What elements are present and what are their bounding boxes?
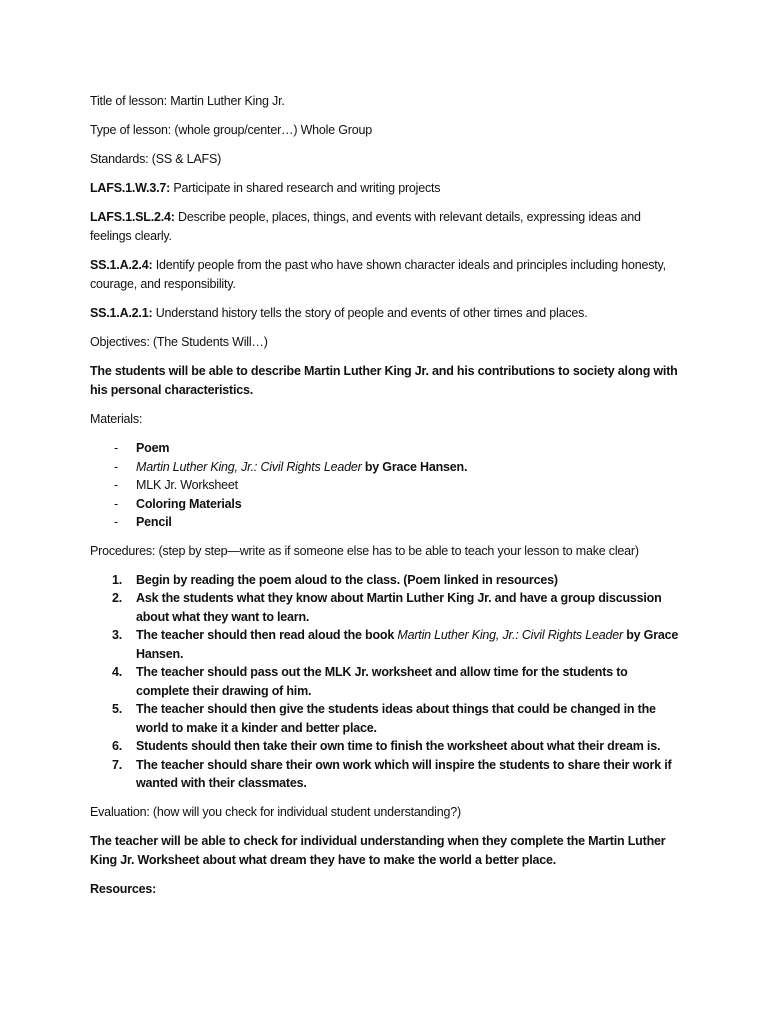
procedure-step — [90, 737, 680, 756]
materials-item-text: Poem — [136, 441, 170, 455]
materials-item-italic: Martin Luther King, Jr.: Civil Rights Leader — [136, 459, 362, 474]
step-number: 1. — [112, 572, 123, 587]
step-text: Ask the students what they know about Martin Luther King Jr. and have a group discussion about what they want to learn. — [136, 591, 662, 624]
materials-item: - Pencil — [114, 515, 172, 529]
standard-code: SS.1.A.2.1: — [90, 306, 153, 320]
procedure-step — [90, 589, 680, 626]
lesson-title-label: Title of lesson: — [90, 94, 167, 108]
standard-code: LAFS.1.SL.2.4: — [90, 210, 175, 224]
procedure-step — [90, 756, 680, 793]
procedures-list — [90, 571, 680, 793]
materials-item-text: MLK Jr. Worksheet — [136, 478, 238, 492]
lesson-type-line — [90, 121, 680, 140]
standard-item — [90, 256, 680, 294]
materials-heading: Materials: — [90, 412, 143, 426]
step-text-after: by Grace Hansen. — [136, 628, 679, 661]
materials-item-text: Coloring Materials — [136, 496, 242, 511]
procedure-step — [90, 663, 680, 700]
resources-heading: Resources: — [90, 881, 157, 896]
lesson-type-label: Type of lesson: — [90, 123, 172, 137]
objectives-heading: Objectives: (The Students Will…) — [90, 335, 268, 349]
step-number: 3. — [112, 628, 123, 642]
evaluation-heading: Evaluation: (how will you check for individual student understanding?) — [90, 804, 461, 819]
step-number: 2. — [112, 591, 123, 605]
step-number: 6. — [112, 739, 123, 753]
step-text: Students should then take their own time to finish the worksheet about what their dream is. — [136, 739, 661, 753]
standard-text: Understand history tells the story of people and events of other times and places. — [152, 306, 588, 320]
step-italic: Martin Luther King, Jr.: Civil Rights Leader — [397, 628, 623, 642]
step-text: Begin by reading the poem aloud to the class. (Poem linked in resources) — [136, 572, 558, 587]
standard-text: Identify people from the past who have shown character ideals and principles including honesty, courage, and responsibility. — [90, 258, 666, 291]
standard-item — [90, 304, 680, 323]
procedures-heading: Procedures: (step by step—write as if someone else has to be able to teach your lesson to make clear) — [90, 543, 639, 558]
procedure-step — [90, 571, 680, 590]
materials-item-text: Pencil — [136, 515, 172, 529]
lesson-title-line — [90, 92, 680, 111]
step-text: The teacher should then give the students ideas about things that could be changed in the world to make it a kinder and better place. — [136, 702, 656, 735]
lesson-type-value: (whole group/center…) Whole Group — [171, 123, 373, 137]
standard-code: LAFS.1.W.3.7: — [90, 181, 171, 195]
step-number: 7. — [112, 757, 123, 772]
materials-item: - Poem — [114, 441, 170, 455]
standards-heading: Standards: (SS & LAFS) — [90, 152, 222, 166]
step-text: The teacher should then read aloud the book — [136, 628, 398, 642]
standard-item — [90, 208, 680, 246]
standard-code: SS.1.A.2.4: — [90, 258, 153, 272]
materials-item: - MLK Jr. Worksheet — [114, 478, 238, 492]
procedure-step — [90, 626, 680, 663]
standard-text: Participate in shared research and writing projects — [170, 181, 441, 195]
materials-item: - Coloring Materials — [114, 496, 242, 511]
objectives-text: The students will be able to describe Martin Luther King Jr. and his contributions to society along with his personal characteristics. — [90, 364, 678, 397]
step-number: 4. — [112, 665, 123, 679]
step-text: The teacher should share their own work which will inspire the students to share their work if wanted with their classmates. — [136, 757, 672, 790]
standard-text: Describe people, places, things, and events with relevant details, expressing ideas and feelings clearly. — [90, 210, 641, 243]
evaluation-text: The teacher will be able to check for individual understanding when they complete the Martin Luther King Jr. Worksheet about what dream they have to make the world a better place. — [90, 833, 666, 867]
materials-list — [90, 439, 680, 532]
lesson-title-value: Martin Luther King Jr. — [166, 94, 285, 108]
materials-item-text: by Grace Hansen. — [361, 459, 468, 474]
materials-item: - Martin Luther King, Jr.: Civil Rights Leader by Grace Hansen. — [114, 459, 468, 474]
step-number: 5. — [112, 702, 123, 716]
lesson-plan-document — [90, 92, 680, 909]
procedure-step — [90, 700, 680, 737]
step-text: The teacher should pass out the MLK Jr. worksheet and allow time for the students to complete their drawing of him. — [136, 665, 628, 698]
standard-item — [90, 179, 680, 198]
